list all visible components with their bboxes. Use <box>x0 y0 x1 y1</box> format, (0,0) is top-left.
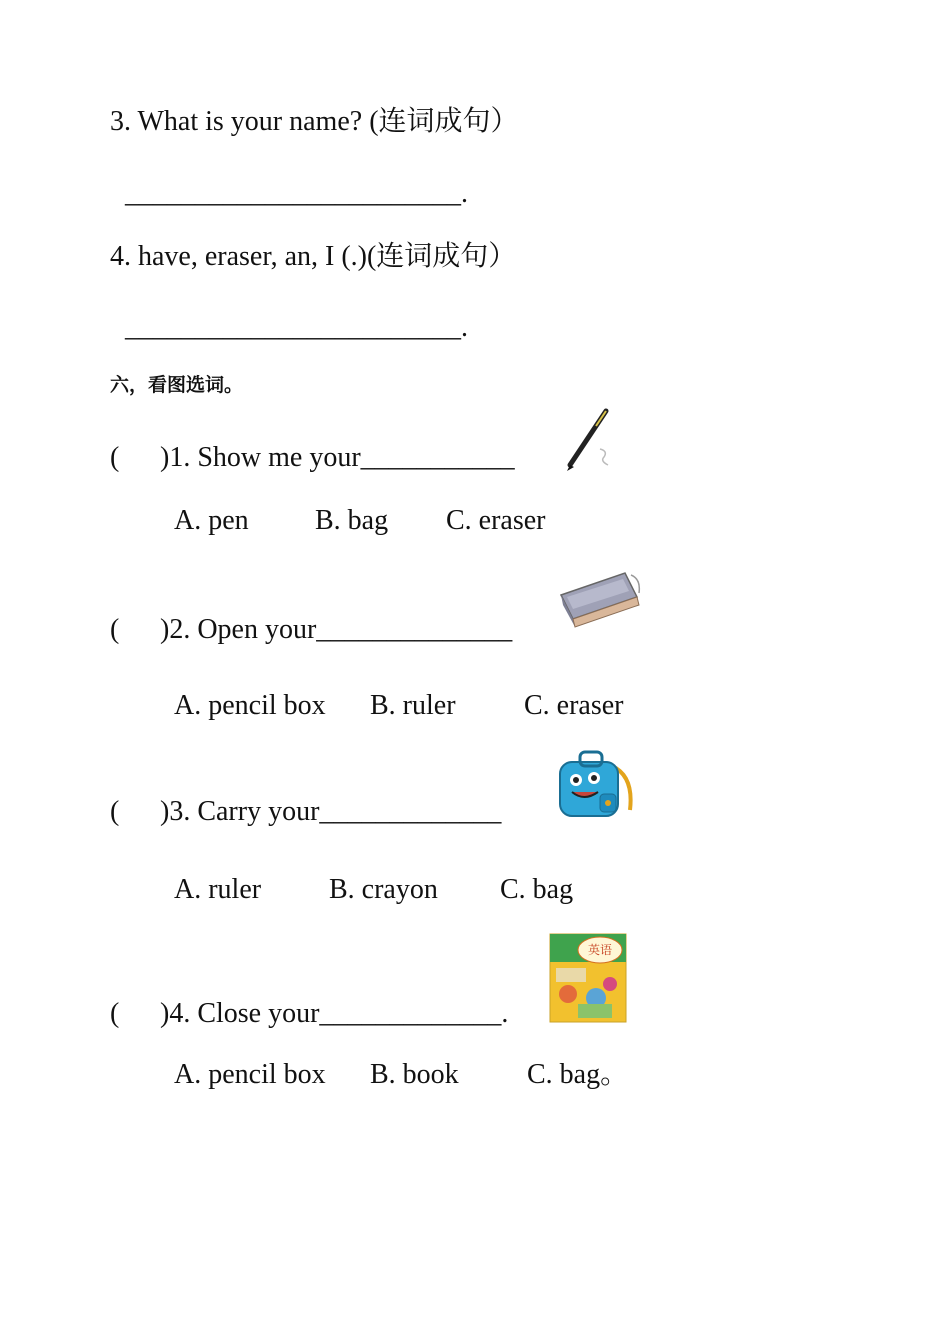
question-4: 4. have, eraser, an, I (.)(连词成句） <box>110 241 517 272</box>
item-4-paren[interactable]: ( <box>110 998 120 1029</box>
item-2-option-c[interactable]: C. eraser <box>524 690 624 721</box>
item-1-option-a[interactable]: A. pen <box>174 505 249 536</box>
item-3-paren[interactable]: ( <box>110 796 120 827</box>
item-1-stem: )1. Show me your___________ <box>160 442 515 473</box>
item-4-stem: )4. Close your_____________. <box>160 998 509 1029</box>
question-3: 3. What is your name? (连词成句） <box>110 106 519 137</box>
item-4-option-c[interactable]: C. bag。 <box>527 1059 629 1090</box>
item-3-option-b[interactable]: B. crayon <box>329 874 438 905</box>
item-2-stem: )2. Open your______________ <box>160 614 513 645</box>
school-bag-icon <box>552 748 637 823</box>
item-2-option-a[interactable]: A. pencil box <box>174 690 326 721</box>
answer-blank-4[interactable]: ________________________. <box>125 312 468 343</box>
answer-blank-3[interactable]: ________________________. <box>125 178 468 209</box>
item-2-paren[interactable]: ( <box>110 614 120 645</box>
pencil-box-icon <box>555 565 650 640</box>
item-4-option-b[interactable]: B. book <box>370 1059 459 1090</box>
item-1-option-b[interactable]: B. bag <box>315 505 389 536</box>
item-3-stem: )3. Carry your_____________ <box>160 796 502 827</box>
item-2-option-b[interactable]: B. ruler <box>370 690 456 721</box>
section-6-title: 六，看图选词。 <box>110 374 244 396</box>
pen-icon <box>560 405 620 475</box>
english-book-icon <box>548 932 628 1024</box>
item-4-option-a[interactable]: A. pencil box <box>174 1059 326 1090</box>
item-3-option-a[interactable]: A. ruler <box>174 874 262 905</box>
item-1-paren[interactable]: ( <box>110 442 120 473</box>
book-cover-title: 英语 <box>587 943 613 957</box>
item-1-option-c[interactable]: C. eraser <box>446 505 546 536</box>
item-3-option-c[interactable]: C. bag <box>500 874 574 905</box>
